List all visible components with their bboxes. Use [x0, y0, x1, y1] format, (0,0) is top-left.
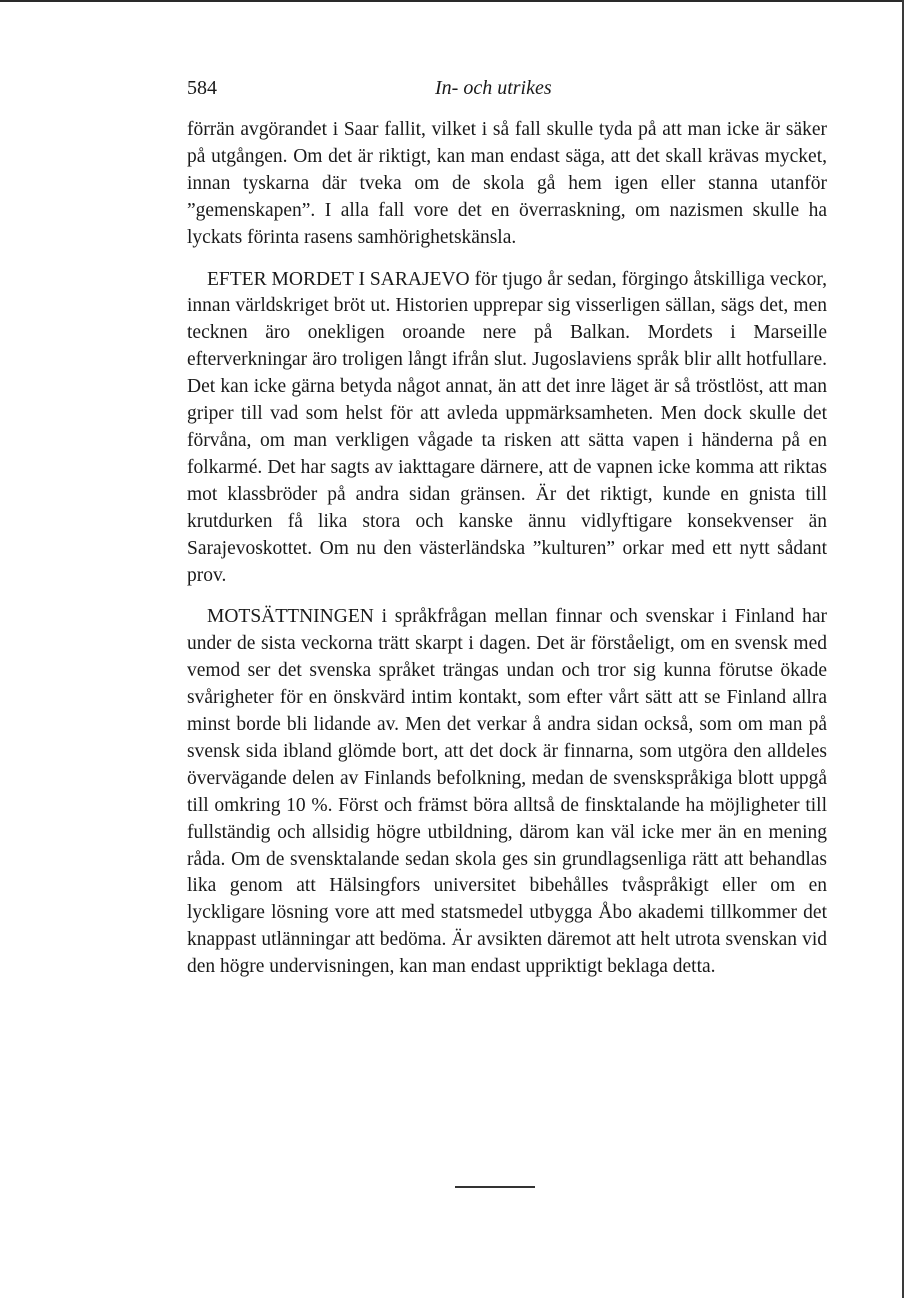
- article-body: [187, 117, 827, 981]
- running-title: In- och utrikes: [435, 77, 552, 99]
- section-end-rule: [455, 1186, 535, 1188]
- paragraph-saar: förrän avgörandet i Saar fallit, vilket i så fall skulle tyda på att man icke är säker på utgången. Om det är riktigt, kan man endast säga, att det skall krävas mycket, innan tyskarna där tveka om de skola gå hem igen eller stanna utanför ”gemenskapen”. I alla fall vore det en överraskning, om nazismen skulle ha lyckats förinta rasens samhörighetskänsla.: [187, 119, 827, 248]
- page-header: [187, 73, 827, 103]
- scan-edge-top: [0, 0, 904, 2]
- paragraph-finland-language: MOTSÄTTNINGEN i språkfrågan mellan finnar och svenskar i Finland har under de sista veckorna trätt skarpt i dagen. Det är förståeligt, om en svensk med vemod ser det svenska språket trängas undan och tror sig kunna förutse ökade svårigheter för en önskvärd intim kontakt, som efter vårt sätt att se Finland allra minst borde bli lidande av. Men det verkar å andra sidan också, som om man på svensk sida ibland glömde bort, att det dock är finnarna, som utgöra den alldeles övervägande delen av Finlands befolkning, medan de svenskspråkiga blott uppgå till omkring 10 %. Först och främst böra alltså de finsktalande ha möjligheter till fullständig och allsidig högre utbildning, därom kan väl icke mer än en mening råda. Om de svensktalande sedan skola ges sin grundlagsenliga rätt att behandlas lika genom att Hälsingfors universitet bibehålles tvåspråkigt eller om en lyckligare lösning vore att med statsmedel utbygga Åbo akademi tillkommer det knappast utlänningar att bedöma. Är avsikten däremot att helt utrota svenskan vid den högre undervisningen, kan man endast uppriktigt beklaga detta.: [187, 606, 827, 978]
- paragraph-sarajevo: EFTER MORDET I SARAJEVO för tjugo år sedan, förgingo åtskilliga veckor, innan världskriget bröt ut. Historien upprepar sig visserligen sällan, sägs det, men tecknen äro onekligen oroande nere på Balkan. Mordets i Marseille efterverkningar äro troligen långt ifrån slut. Jugoslaviens språk blir allt hotfullare. Det kan icke gärna betyda något annat, än att det inre läget är så tröstlöst, att man griper till vad som helst för att avleda uppmärksamheten. Men dock skulle det förvåna, om man verkligen vågade ta risken att sätta vapen i händerna på en folkarmé. Det har sagts av iakttagare därnere, att de vapnen icke komma att riktas mot klassbröder på andra sidan gränsen. Är det riktigt, kunde en gnista till krutdurken få lika stora och kanske ännu vidlyftigare konsekvenser än Sarajevoskottet. Om nu den västerländska ”kulturen” orkar med ett nytt sådant prov.: [187, 268, 827, 586]
- page-number: 584: [187, 77, 217, 99]
